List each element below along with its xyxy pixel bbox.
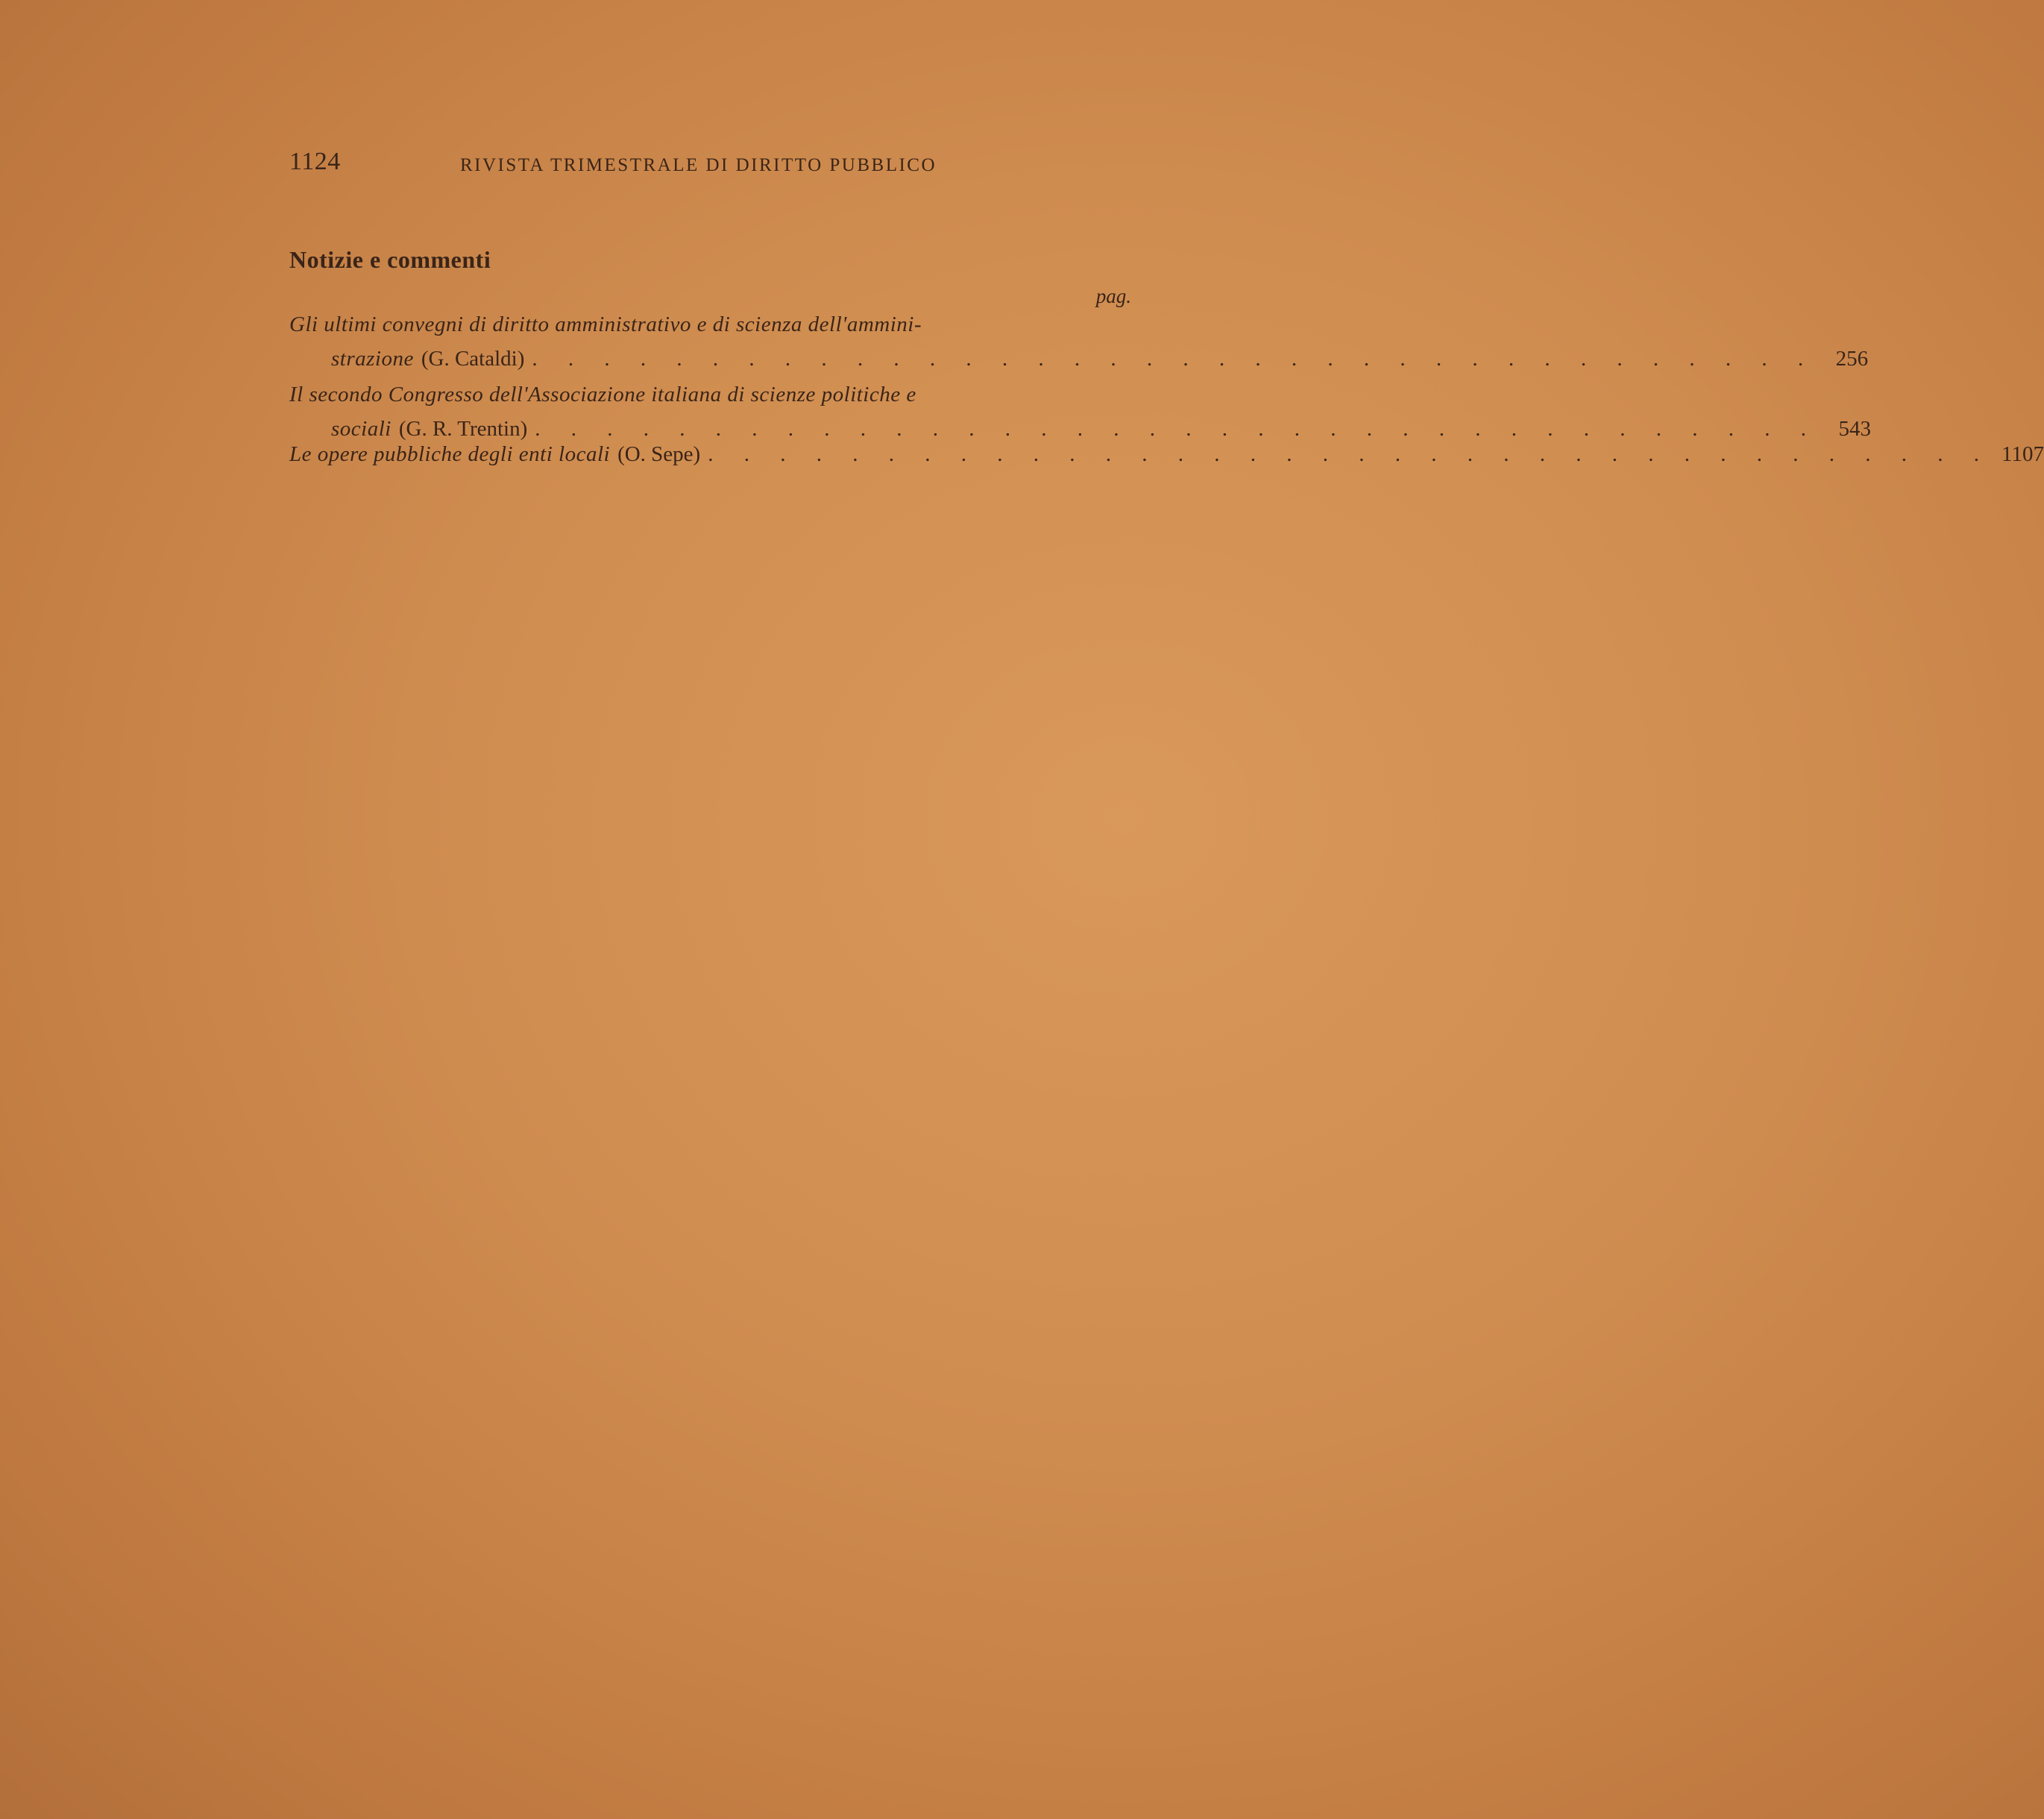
toc-entry-title: Gli ultimi convegni di diritto amministrativo e di scienza dell'ammini- — [289, 312, 922, 336]
toc-entry-line — [289, 342, 1869, 376]
section-title: Notizie e commenti — [289, 246, 491, 273]
toc-entry-author: (G. Cataldi) — [421, 347, 525, 371]
toc-entry — [289, 377, 1872, 446]
toc-entry-line — [289, 377, 1132, 412]
toc-entry-page: 256 — [1835, 347, 1869, 371]
toc-entry-title: Le opere pubbliche degli enti locali — [289, 442, 611, 466]
toc-entry-title-cont: strazione — [331, 347, 414, 371]
toc-entry — [289, 307, 1869, 376]
dot-leader: . . . . . . . . . . . . . . . . . . . . . . . . . . . . . . . . . . . . — [708, 442, 1992, 466]
toc-entry-line — [289, 307, 1132, 342]
toc-entry-author: (O. Sepe) — [617, 442, 701, 466]
toc-entry-line — [289, 437, 2044, 471]
pag-label: pag. — [1095, 285, 1131, 307]
dot-leader: . . . . . . . . . . . . . . . . . . . . . . . . . . . . . . . . . . . . — [532, 347, 1817, 371]
toc-entry-page: 1107 — [2001, 442, 2044, 466]
toc-entry-title: Il secondo Congresso dell'Associazione italiana di scienze politiche e — [289, 383, 916, 406]
running-head: RIVISTA TRIMESTRALE DI DIRITTO PUBBLICO — [460, 155, 937, 175]
dot-leader: . . . . . . . . . . . . . . . . . . . . . . . . . . . . . . . . . . . . — [535, 417, 1820, 441]
toc-entry-author: (G. R. Trentin) — [398, 417, 528, 441]
toc-entry-page: 543 — [1838, 417, 1872, 441]
toc-entry-title-cont: sociali — [331, 417, 391, 441]
page-number: 1124 — [289, 148, 341, 175]
toc-entry — [289, 437, 2044, 471]
